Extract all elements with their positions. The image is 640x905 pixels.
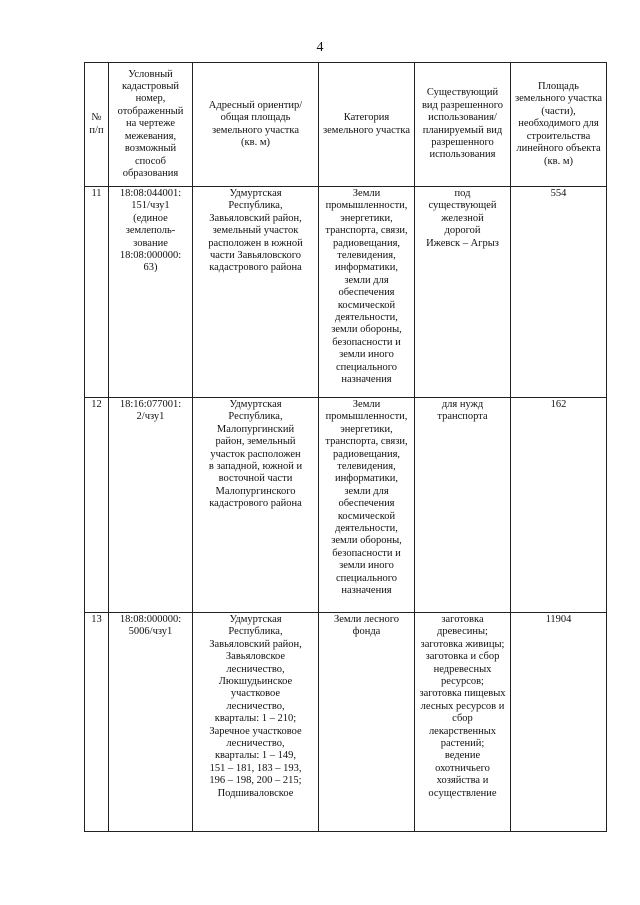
- header-number: № п/п: [85, 63, 109, 187]
- table-header-row: [85, 63, 607, 187]
- permitted-use-cell: заготовка древесины; заготовка живицы; заготовка и сбор недревесных ресурсов; заготовка пищевых лесных ресурсов и сбор лекарственных растений; ведение охотничьего хозяйства и осуществление: [415, 613, 511, 832]
- cadastral-number: 18:16:077001: 2/чзу1: [109, 398, 193, 613]
- table-row: [85, 398, 607, 613]
- land-category-cell: Земли промышленности, энергетики, транспорта, связи, радиовещания, телевидения, информатики, земли для обеспечения космической деятельности, земли обороны, безопасности и земли иного специального назначения: [319, 187, 415, 398]
- table-row: [85, 187, 607, 398]
- land-parcels-table: [84, 62, 607, 832]
- header-area: Площадь земельного участка (части), необходимого для строительства линейного объекта (кв. м): [511, 63, 607, 187]
- land-category-cell: Земли лесного фонда: [319, 613, 415, 832]
- address-cell: Удмуртская Республика, Малопургинский район, земельный участок расположен в западной, южной и восточной части Малопургинского кадастрового района: [193, 398, 319, 613]
- permitted-use-cell: для нужд транспорта: [415, 398, 511, 613]
- header-land-category: Категория земельного участка: [319, 63, 415, 187]
- table-row: [85, 613, 607, 832]
- area-cell: 162: [511, 398, 607, 613]
- row-number: 13: [85, 613, 109, 832]
- area-cell: 554: [511, 187, 607, 398]
- header-address: Адресный ориентир/ общая площадь земельного участка (кв. м): [193, 63, 319, 187]
- cadastral-number: 18:08:044001: 151/чзу1 (единое землеполь- зование 18:08:000000: 63): [109, 187, 193, 398]
- header-cadastral-number: Условный кадастровый номер, отображенный на чертеже межевания, возможный способ образования: [109, 63, 193, 187]
- header-permitted-use: Существующий вид разрешенного использования/ планируемый вид разрешенного использования: [415, 63, 511, 187]
- address-cell: Удмуртская Республика, Завьяловский район, земельный участок расположен в южной части Завьяловского кадастрового района: [193, 187, 319, 398]
- address-cell: Удмуртская Республика, Завьяловский район, Завьяловское лесничество, Люкшудьинское участковое лесничество, кварталы: 1 – 210; Заречное участковое лесничество, кварталы: 1 – 149, 151 – 181, 183 – 193, 196 – 198, 200 – 215; Подшиваловское: [193, 613, 319, 832]
- cadastral-number: 18:08:000000: 5006/чзу1: [109, 613, 193, 832]
- page-number: 4: [316, 40, 324, 55]
- land-category-cell: Земли промышленности, энергетики, транспорта, связи, радиовещания, телевидения, информатики, земли для обеспечения космической деятельности, земли обороны, безопасности и земли иного специального назначения: [319, 398, 415, 613]
- row-number: 12: [85, 398, 109, 613]
- row-number: 11: [85, 187, 109, 398]
- area-cell: 11904: [511, 613, 607, 832]
- permitted-use-cell: под существующей железной дорогой Ижевск – Агрыз: [415, 187, 511, 398]
